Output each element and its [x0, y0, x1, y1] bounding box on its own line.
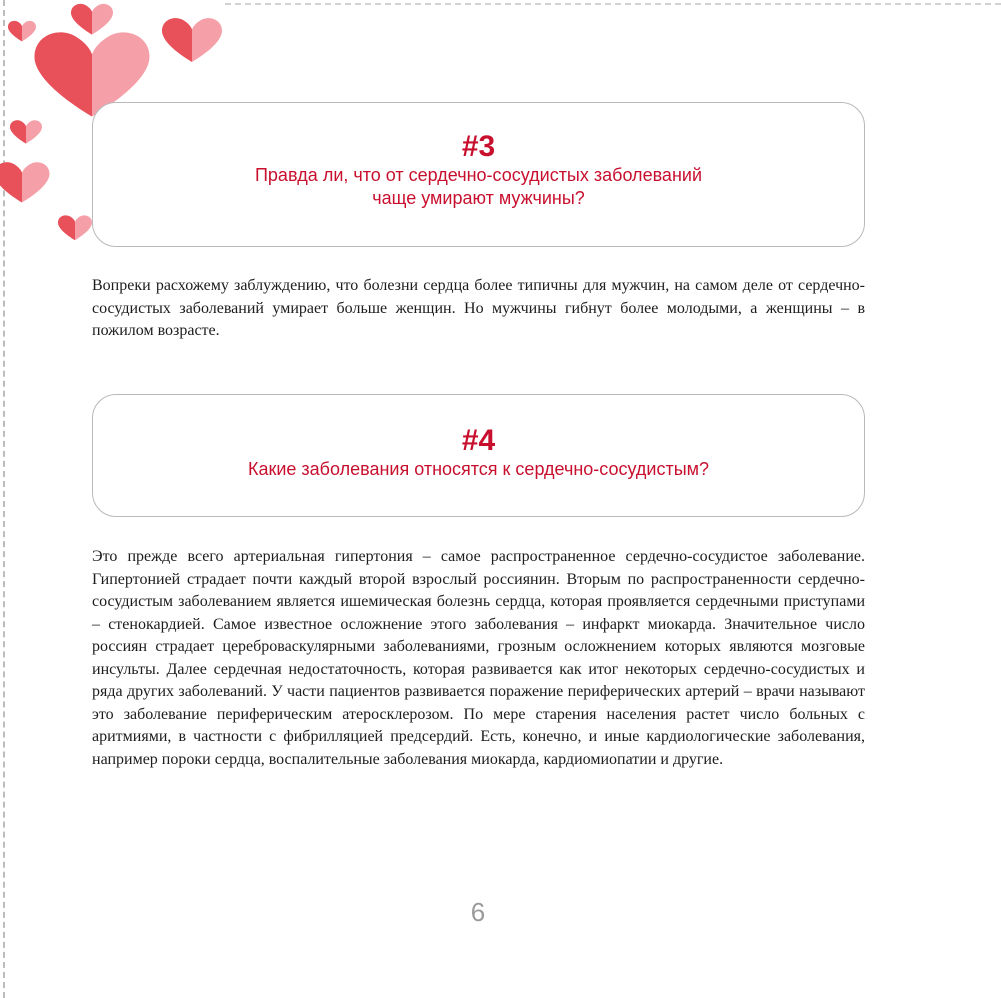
page-number: 6	[470, 897, 486, 927]
question-3-box	[92, 102, 865, 247]
heart-icon	[8, 21, 36, 41]
heart-icon	[0, 162, 49, 202]
answer-4-paragraph: Это прежде всего артериальная гипертония – самое распространенное сердечно-сосудистое заболевание. Гипертонией страдает почти каждый второй взрослый россиянин. Вторым по распространенности сердечно-сосудистым заболеванием является ишемическая болезнь сердца, которая проявляется сердечными приступами – стенокардией. Самое известное осложнение этого заболевания – инфаркт миокарда. Значительное число россиян страдает цереброваскулярными заболеваниями, грозным осложнением которых являются мозговые инсульты. Далее сердечная недостаточность, которая развивается как итог некоторых сердечно-сосудистых и ряда других заболеваний. У части пациентов развивается поражение периферических артерий – врачи называют это заболевание периферическим атеросклерозом. По мере старения населения растет число больных с аритмиями, в частности с фибрилляцией предсердий. Есть, конечно, и иные кардиологические заболевания, например пороки сердца, воспалительные заболевания миокарда, кардиомиопатии и другие.	[92, 548, 865, 768]
answer-3-paragraph: Вопреки расхожему заблуждению, что болезни сердца более типичны для мужчин, на самом деле от сердечно-сосудистых заболеваний умирает больше женщин. Но мужчины гибнут более молодыми, а женщины – в пожилом возрасте.	[92, 277, 865, 339]
question-4-box	[92, 394, 865, 517]
question-4-line-1: Какие заболевания относятся к сердечно-сосудистым?	[247, 459, 710, 479]
question-3-line-2: чаще умирают мужчины?	[372, 188, 585, 208]
question-3-line-1: Правда ли, что от сердечно-сосудистых заболеваний	[254, 165, 702, 185]
heart-icon	[10, 120, 42, 143]
binding-edge-top	[225, 3, 1001, 5]
heart-icon	[58, 215, 92, 240]
question-3-number: #3	[461, 130, 496, 163]
question-4-number: #4	[461, 424, 496, 457]
heart-icon	[71, 4, 113, 35]
heart-icon	[162, 18, 222, 62]
